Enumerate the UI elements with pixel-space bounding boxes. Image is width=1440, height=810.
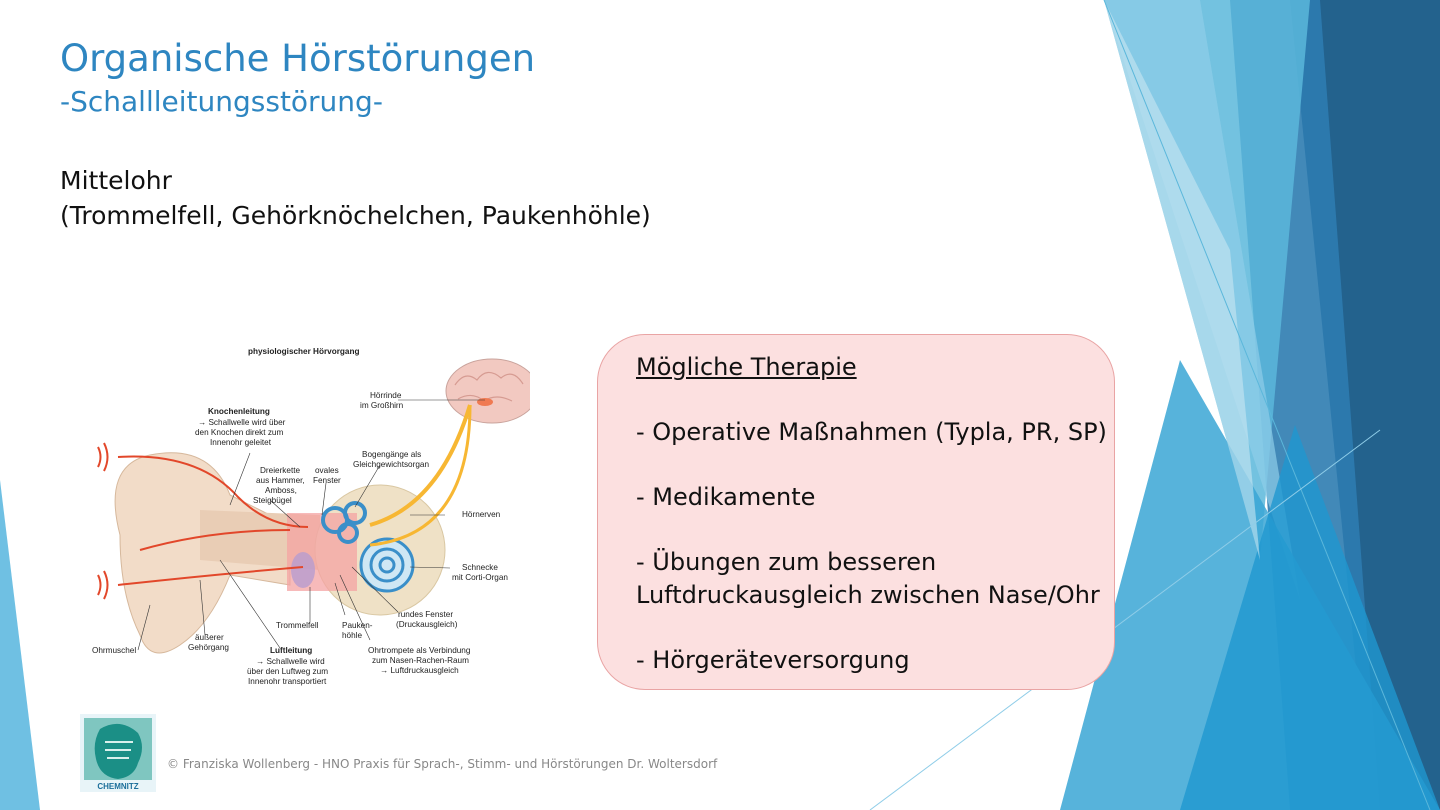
svg-text:Hörrindeim Großhirn: Hörrinde im Großhirn [360, 391, 404, 410]
svg-text:→ Schallwelle wirdüber den Luf: → Schallwelle wird über den Luftweg zum Innenohr transportiert [247, 657, 329, 686]
therapy-item: - Operative Maßnahmen (Typla, PR, SP) [636, 418, 1107, 446]
svg-text:Ohrtrompete als Verbindungzum: Ohrtrompete als Verbindung zum Nasen-Rachen-Raum → Luftdruckausgleich [368, 646, 471, 675]
svg-text:Pauken-höhle: Pauken-höhle [342, 621, 373, 640]
slide-subtitle: -Schallleitungsstörung- [60, 85, 383, 118]
svg-text:ovalesFenster: ovales Fenster [313, 466, 341, 485]
therapy-item: - Übungen zum besseren [636, 548, 937, 576]
therapy-text [636, 351, 1107, 676]
therapy-item: - Medikamente [636, 483, 816, 511]
svg-text:Bogengänge alsGleichgewichtsor: Bogengänge als Gleichgewichtsorgan [353, 450, 430, 469]
svg-text:Luftleitung: Luftleitung [270, 646, 313, 655]
therapy-heading: Mögliche Therapie [636, 353, 857, 381]
footer-copyright: © Franziska Wollenberg - HNO Praxis für Sprach-, Stimm- und Hörstörungen Dr. Woltersdorf [167, 757, 718, 771]
svg-text:Trommelfell: Trommelfell [276, 621, 319, 630]
therapy-item: - Hörgeräteversorgung [636, 645, 910, 674]
svg-text:Knochenleitung: Knochenleitung [208, 407, 270, 416]
logo-text: CHEMNITZ [97, 782, 139, 791]
svg-text:Schneckemit Corti-Organ: Schnecke mit Corti-Organ [452, 563, 508, 582]
chemnitz-logo [80, 714, 156, 792]
ear-anatomy-figure [80, 335, 530, 695]
slide-title: Organische Hörstörungen [60, 37, 536, 80]
svg-text:Ohrmuschel: Ohrmuschel [92, 646, 137, 655]
section-text [60, 163, 651, 233]
svg-text:äußererGehörgang: äußerer Gehörgang [188, 633, 229, 652]
therapy-item: Luftdruckausgleich zwischen Nase/Ohr [636, 580, 1100, 609]
svg-text:rundes Fenster(Druckausgleich): rundes Fenster (Druckausgleich) [396, 610, 458, 629]
figure-title: physiologischer Hörvorgang [248, 347, 360, 356]
brain-image [446, 359, 530, 423]
svg-text:Hörnerven: Hörnerven [462, 510, 501, 519]
section-line-2: (Trommelfell, Gehörknöchelchen, Paukenhöhle) [60, 201, 651, 230]
svg-text:→ Schallwelle wird überden Kno: → Schallwelle wird über den Knochen direkt zum Innenohr geleitet [195, 418, 286, 447]
section-line-1: Mittelohr [60, 166, 172, 195]
svg-text:Dreierketteaus Hammer,Amboss,S: Dreierkette aus Hammer, Amboss, Steigbügel [253, 466, 305, 505]
